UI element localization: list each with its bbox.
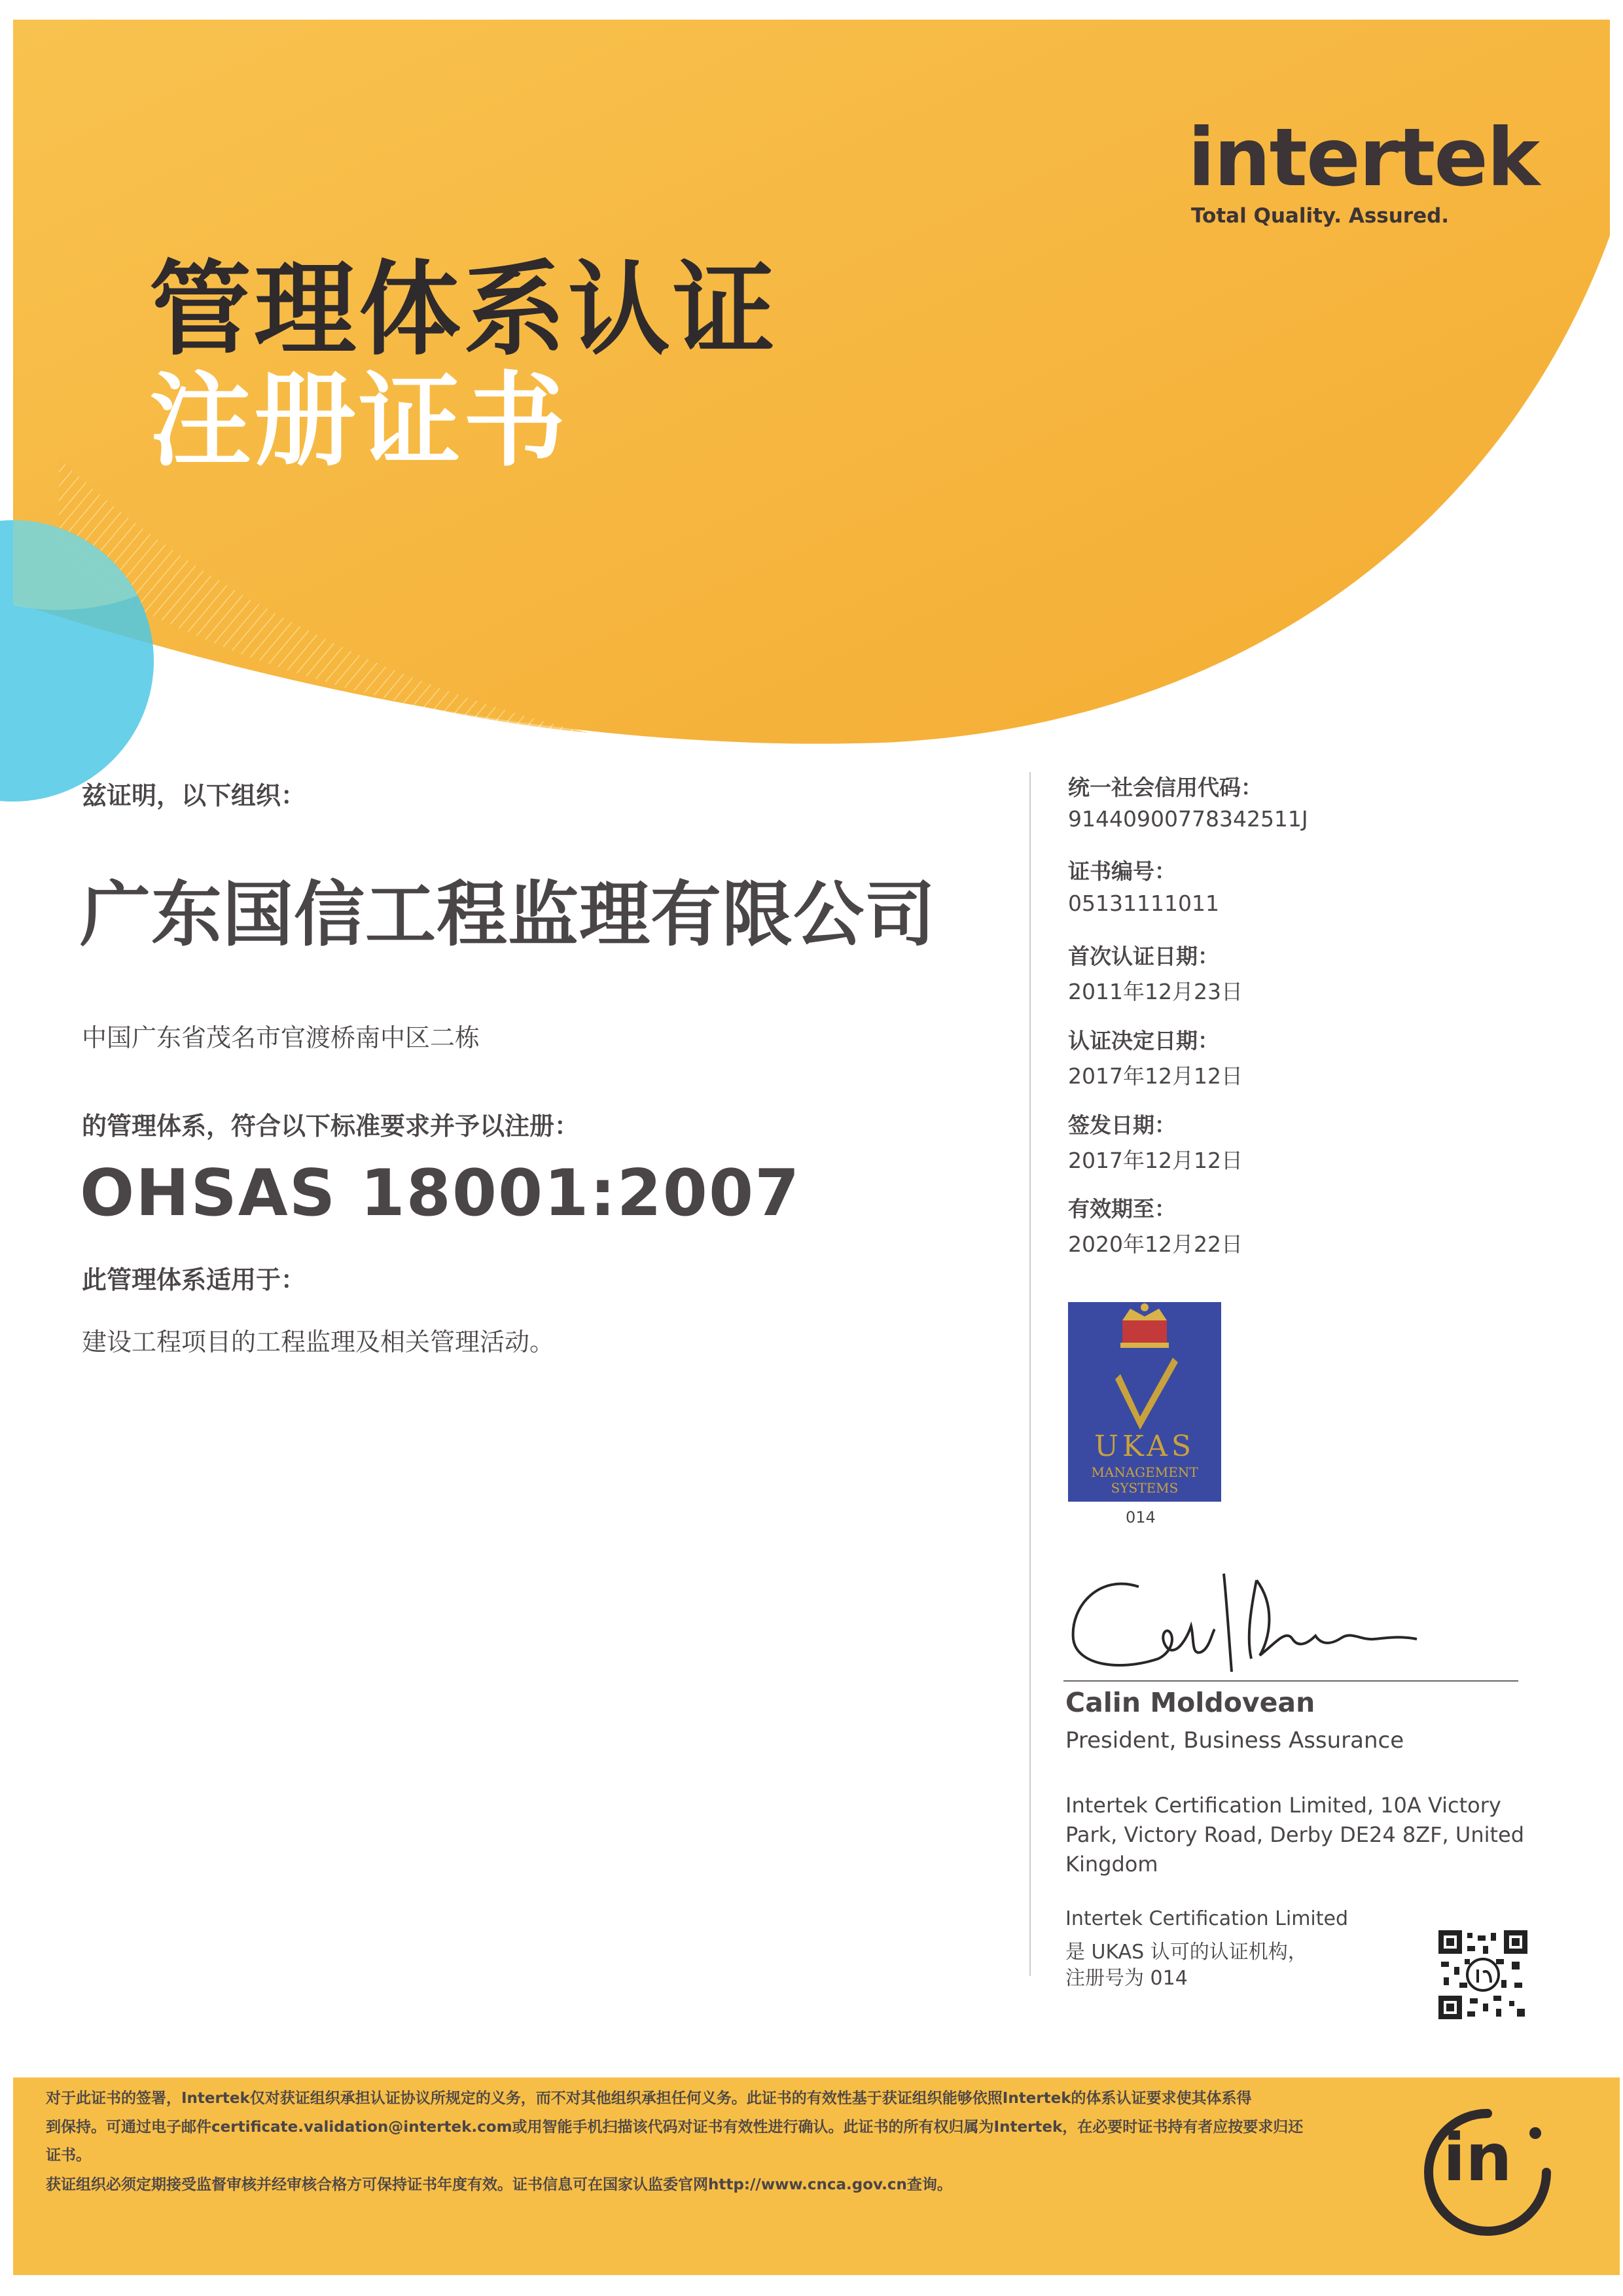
issue-date-value: 2017年12月12日 bbox=[1068, 1148, 1243, 1173]
valid-until-label: 有效期至： bbox=[1068, 1196, 1176, 1222]
issuer-address-line: Intertek Certification Limited, 10A Victory bbox=[1065, 1793, 1501, 1818]
signature-line bbox=[1063, 1680, 1518, 1682]
intro-text: 兹证明，以下组织： bbox=[82, 781, 306, 810]
footer-logo-text: in bbox=[1443, 2119, 1512, 2196]
footer-disclaimer-line: 证书。 bbox=[46, 2147, 91, 2164]
column-divider bbox=[1029, 772, 1031, 1976]
ukas-text: UKAS bbox=[1094, 1430, 1196, 1463]
certificate-title: 管理体系认证 bbox=[149, 250, 777, 369]
standard-name: OHSAS 18001:2007 bbox=[80, 1156, 801, 1231]
qr-code-icon[interactable] bbox=[1438, 1930, 1527, 2019]
first-certification-value: 2011年12月23日 bbox=[1068, 979, 1243, 1004]
signatory-title: President, Business Assurance bbox=[1065, 1727, 1404, 1754]
credit-code-value: 91440900778342511J bbox=[1068, 806, 1308, 832]
footer-disclaimer-line: 对于此证书的签署，Intertek仅对获证组织承担认证协议所规定的义务，而不对其他组织承担任何义务。此证书的有效性基于获证组织能够依照Intertek的体系认证要求使其体系得 bbox=[46, 2090, 1252, 2107]
scope-text: 建设工程项目的工程监理及相关管理活动。 bbox=[82, 1328, 555, 1356]
certificate-number-value: 05131111011 bbox=[1068, 891, 1219, 916]
conformance-text: 的管理体系，符合以下标准要求并予以注册： bbox=[82, 1112, 580, 1140]
ukas-subtext-2: SYSTEMS bbox=[1111, 1480, 1179, 1496]
accreditation-line: Intertek Certification Limited bbox=[1065, 1907, 1349, 1930]
accreditation-line: 是 UKAS 认可的认证机构， bbox=[1065, 1941, 1308, 1964]
company-address: 中国广东省茂名市官渡桥南中区二栋 bbox=[82, 1023, 480, 1052]
credit-code-label: 统一社会信用代码： bbox=[1068, 775, 1262, 800]
ukas-number: 014 bbox=[1126, 1508, 1156, 1527]
ukas-subtext-1: MANAGEMENT bbox=[1091, 1464, 1198, 1480]
certificate-subtitle: 注册证书 bbox=[149, 361, 568, 480]
brand-tagline: Total Quality. Assured. bbox=[1191, 204, 1450, 228]
scope-label: 此管理体系适用于： bbox=[82, 1265, 306, 1294]
valid-until-value: 2020年12月22日 bbox=[1068, 1231, 1243, 1257]
decision-date-label: 认证决定日期： bbox=[1068, 1028, 1219, 1053]
issuer-address-line: Kingdom bbox=[1065, 1852, 1158, 1877]
accreditation-line: 注册号为 014 bbox=[1065, 1967, 1188, 1990]
first-certification-label: 首次认证日期： bbox=[1068, 944, 1219, 969]
company-name: 广东国信工程监理有限公司 bbox=[80, 874, 936, 956]
signature-image bbox=[1060, 1567, 1427, 1685]
signatory-name: Calin Moldovean bbox=[1065, 1687, 1315, 1718]
issue-date-label: 签发日期： bbox=[1068, 1112, 1176, 1138]
footer-disclaimer-line: 获证组织必须定期接受监督审核并经审核合格方可保持证书年度有效。证书信息可在国家认监委官网http://www.cnca.gov.cn查询。 bbox=[46, 2176, 952, 2193]
footer-disclaimer-line: 到保持。可通过电子邮件certificate.validation@intertek.com或用智能手机扫描该代码对证书有效性进行确认。此证书的所有权归属为Intertek，在必要时证书持有者应按要求归还 bbox=[46, 2119, 1304, 2136]
intertek-logo: intertek bbox=[1188, 111, 1539, 204]
issuer-address-line: Park, Victory Road, Derby DE24 8ZF, United bbox=[1065, 1822, 1525, 1847]
decision-date-value: 2017年12月12日 bbox=[1068, 1063, 1243, 1089]
certificate-number-label: 证书编号： bbox=[1068, 858, 1176, 884]
